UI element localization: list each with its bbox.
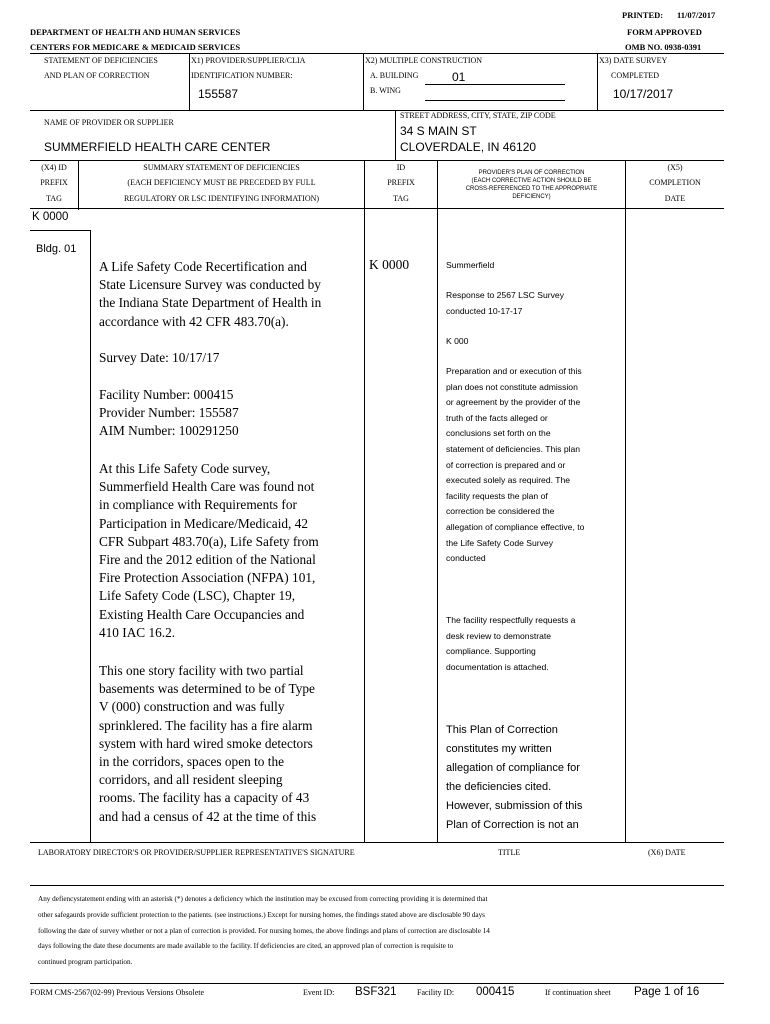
x4-prefix-header: PREFIX (40, 178, 68, 187)
summary-paragraph-5: This one story facility with two partial basements was determined to be of Type V (000) construction and was fully sprinklered. The facility has a fire alarm system with hard wired smoke detectors in the corridors, spaces open to the corridors, and all resident sleeping rooms. The facility has a capacity of 43 and had a census of 42 at the time of this (99, 663, 317, 824)
plan-paragraph-2: Response to 2567 LSC Survey conducted 10-17-17 (446, 290, 564, 316)
provider-name-label: NAME OF PROVIDER OR SUPPLIER (44, 118, 174, 127)
plan-label: AND PLAN OF CORRECTION (44, 71, 150, 80)
printed-date: 11/07/2017 (677, 10, 716, 20)
form-approved: FORM APPROVED (627, 27, 702, 37)
summary-header: SUMMARY STATEMENT OF DEFICIENCIES (143, 163, 300, 172)
cms-title: CENTERS FOR MEDICARE & MEDICAID SERVICES (30, 42, 241, 52)
summary-paragraph-4: At this Life Safety Code survey, Summerfield Health Care was found not in compliance with Requirements for Participation in Medicare/Medicaid, 42 CFR Subpart 483.70(a), Life Safety from Fire and the 2012 edition of the National Fire Protection Association (NFPA) 101, Life Safety Code (LSC), Chapter 19, Existing Health Care Occupancies and 410 IAC 16.2. (99, 461, 319, 640)
page-number: Page 1 of 16 (634, 986, 700, 998)
building-tag: Bldg. 01 (36, 243, 77, 255)
printed-label: PRINTED: (622, 10, 664, 20)
x1-id-label: IDENTIFICATION NUMBER: (191, 71, 293, 80)
x5-header: (X5) (667, 163, 683, 172)
x3-completed-label: COMPLETED (611, 71, 659, 80)
plan-paragraph-3: K 000 (446, 336, 469, 346)
event-id-label: Event ID: (303, 988, 335, 997)
plan-paragraph-5: The facility respectfully requests a desk review to demonstrate compliance. Supporting documentation is attached. (446, 615, 576, 672)
summary-subheader: (EACH DEFICIENCY MUST BE PRECEDED BY FULL (127, 178, 316, 187)
prefix-header: PREFIX (387, 178, 415, 187)
form-number: FORM CMS-2567(02-99) Previous Versions Obsolete (30, 988, 205, 997)
plan-subheader2: CROSS-REFERENCED TO THE APPROPRIATE (465, 186, 598, 192)
x3-label: X3) DATE SURVEY (599, 56, 668, 65)
continuation-label: If continuation sheet (545, 988, 611, 997)
omb-number: OMB NO. 0938-0391 (625, 42, 702, 52)
x4-id-header: (X4) ID (41, 163, 67, 172)
building-value: 01 (452, 70, 466, 84)
date-header: DATE (664, 194, 686, 203)
disclaimer-line-3: following the date of survey whether or not a plan of correction is provided. For nursing homes, the above findings and plans of correction are disclosable 14 (38, 927, 490, 935)
x2-label: X2) MULTIPLE CONSTRUCTION (365, 56, 483, 65)
address-label: STREET ADDRESS, CITY, STATE, ZIP CODE (400, 111, 556, 120)
left-tag: K 0000 (32, 211, 69, 223)
facility-id-value: 000415 (476, 986, 515, 998)
summary-subheader2: REGULATORY OR LSC IDENTIFYING INFORMATION) (123, 194, 320, 203)
tag-header: TAG (393, 194, 409, 203)
facility-id-label: Facility ID: (417, 988, 455, 997)
plan-paragraph-4: Preparation and or execution of this plan does not constitute admission or agreement by the provider of the truth of the facts alleged or conclusions set forth on the statement of deficiencies. This plan of correction is prepared and or executed solely as required. The facility requests the plan of correction be considered the allegation of compliance effective, to the Life Safety Code Survey conducted (446, 366, 585, 564)
disclaimer-line-5: continued program participation. (38, 958, 133, 966)
survey-date-value: 10/17/2017 (613, 87, 674, 101)
wing-label: B. WING (370, 86, 401, 95)
plan-header: PROVIDER'S PLAN OF CORRECTION (478, 170, 585, 176)
disclaimer-line-2: other safegaurds provide sufficient protection to the patients. (see instructions.) Except for nursing homes, the findings stated above are disclosable 90 days (38, 911, 485, 919)
summary-paragraph-1: A Life Safety Code Recertification and State Licensure Survey was conducted by the Indiana State Department of Health in accordance with 42 CFR 483.70(a). (99, 259, 322, 329)
plan-paragraph-6: This Plan of Correction constitutes my written allegation of compliance for the deficiencies cited. However, submission of this Plan of Correction is not an (446, 724, 583, 831)
address-line2: CLOVERDALE, IN 46120 (400, 140, 537, 154)
id-header: ID (396, 163, 406, 172)
building-label: A. BUILDING (370, 71, 419, 80)
address-line1: 34 S MAIN ST (400, 124, 477, 138)
disclaimer-line-1: Any defiencystatement ending with an asterisk (*) denotes a deficiency which the institution may be excused from correcting providing it is determined that (38, 895, 488, 903)
summary-paragraph-2: Survey Date: 10/17/17 (99, 350, 220, 365)
statement-label: STATEMENT OF DEFICIENCIES (44, 56, 158, 65)
event-id-value: BSF321 (355, 986, 397, 998)
provider-name-value: SUMMERFIELD HEALTH CARE CENTER (44, 140, 271, 154)
completion-header: COMPLETION (649, 178, 701, 187)
plan-subheader3: DEFICIENCY) (512, 194, 551, 200)
department-title: DEPARTMENT OF HEALTH AND HUMAN SERVICES (30, 27, 241, 37)
x4-tag-header: TAG (46, 194, 62, 203)
provider-id-value: 155587 (198, 87, 239, 101)
summary-paragraph-3: Facility Number: 000415 Provider Number: 155587 AIM Number: 100291250 (99, 387, 239, 439)
disclaimer-line-4: days following the date these documents are made available to the facility. If deficiencies are cited, an approved plan of correction is requisite to (38, 942, 454, 950)
x1-label: X1) PROVIDER/SUPPLIER/CLIA (191, 56, 306, 65)
signature-label: LABORATORY DIRECTOR'S OR PROVIDER/SUPPLIER REPRESENTATIVE'S SIGNATURE (38, 848, 355, 857)
title-label: TITLE (498, 848, 521, 857)
x6-date-label: (X6) DATE (648, 848, 686, 857)
plan-subheader1: (EACH CORRECTIVE ACTION SHOULD BE (471, 178, 592, 184)
right-tag: K 0000 (369, 257, 410, 272)
plan-paragraph-1: Summerfield (446, 260, 495, 270)
